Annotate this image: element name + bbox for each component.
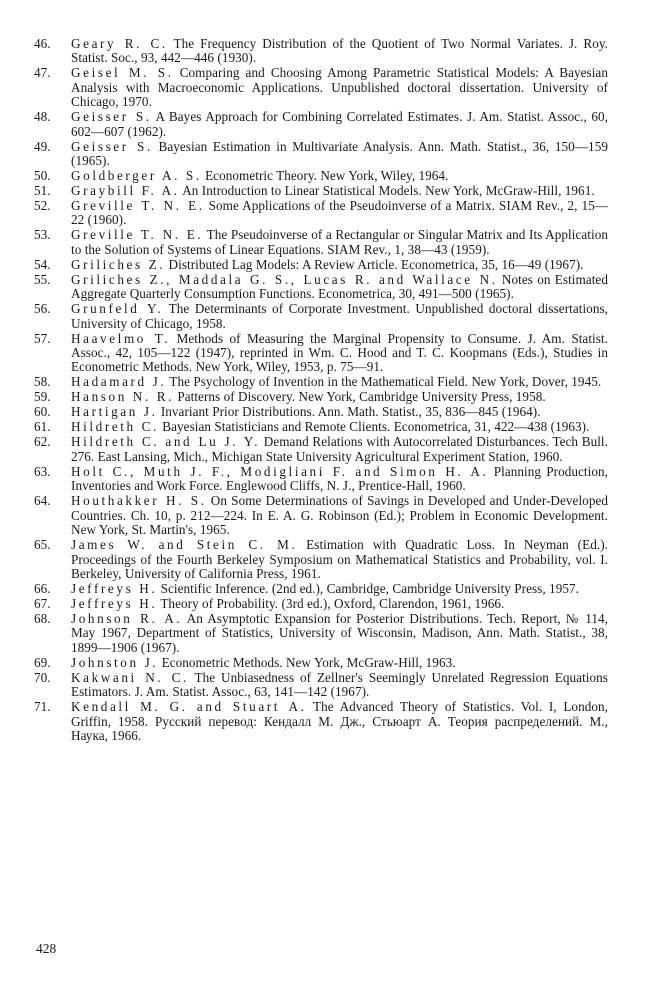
reference-text: The Unbiasedness of Zellner's Seemingly Unrelated Regression Equations Estimators. J. Am. Statist. Assoc., 63, 141—142 (1967).	[71, 669, 608, 700]
reference-number: 52.	[34, 198, 51, 214]
reference-number: 58.	[34, 374, 51, 390]
reference-text: Estimation with Quadratic Loss. In Neyman (Ed.). Proceedings of the Fourth Berkeley Symposium on Mathematical Statistics and Probability, vol. I. Berkeley, University of California Press, 1961.	[71, 537, 608, 581]
reference-number: 67.	[34, 595, 51, 611]
reference-number: 48.	[34, 109, 51, 125]
reference-author: Goldberger A. S.	[71, 168, 202, 184]
reference-text: An Introduction to Linear Statistical Models. New York, McGraw-Hill, 1961.	[179, 183, 595, 199]
reference-item	[34, 375, 608, 389]
reference-number: 65.	[34, 537, 51, 553]
reference-text: Theory of Probability. (3rd ed.), Oxford, Clarendon, 1961, 1966.	[157, 595, 505, 611]
reference-text: The Pseudoinverse of a Rectangular or Singular Matrix and Its Application to the Solution of Systems of Linear Equations. SIAM Rev., 1, 38—43 (1959).	[71, 227, 608, 257]
reference-item	[34, 435, 608, 464]
reference-number: 62.	[34, 434, 51, 450]
reference-text: Bayesian Estimation in Multivariate Analysis. Ann. Math. Statist., 36, 150—159 (1965).	[71, 138, 608, 169]
reference-author: Kendall M. G. and Stuart A.	[71, 699, 307, 715]
reference-item	[34, 110, 608, 139]
reference-author: Graybill F. A.	[71, 183, 180, 199]
reference-number: 61.	[34, 419, 51, 435]
reference-item	[34, 582, 608, 596]
reference-author: Jeffreys H.	[71, 580, 158, 596]
reference-text: The Advanced Theory of Statistics. Vol. I, London, Griffin, 1958. Русский перевод: Кендалл М. Дж., Стьюарт А. Теория распределений. М., Наука, 1966.	[71, 699, 608, 743]
reference-text: Distributed Lag Models: A Review Article. Econometrica, 35, 16—49 (1967).	[165, 256, 584, 272]
reference-number: 46.	[34, 36, 51, 51]
reference-number: 55.	[34, 271, 51, 287]
reference-text: Econometric Theory. New York, Wiley, 1964.	[201, 168, 449, 184]
reference-number: 49.	[34, 138, 51, 154]
reference-item	[34, 656, 608, 670]
reference-item	[34, 37, 608, 66]
reference-item	[34, 273, 608, 302]
reference-author: Hanson N. R.	[71, 389, 174, 405]
reference-number: 51.	[34, 183, 51, 199]
reference-number: 53.	[34, 227, 51, 243]
reference-number: 57.	[34, 330, 51, 346]
reference-item	[34, 700, 608, 743]
reference-author: Holt C., Muth J. F., Modigliani F. and Simon H. A.	[71, 463, 489, 479]
reference-author: Hildreth C.	[71, 419, 159, 435]
reference-item	[34, 390, 608, 404]
reference-item	[34, 405, 608, 419]
reference-number: 66.	[34, 580, 51, 596]
reference-number: 64.	[34, 493, 51, 509]
reference-text: Econometric Methods. New York, McGraw-Hill, 1963.	[158, 654, 456, 670]
reference-text: An Asymptotic Expansion for Posterior Distributions. Tech. Report, № 114, May 1967, Department of Statistics, University of Wisconsin, Madison, Ann. Math. Statist., 38, 1899—1906 (1967).	[71, 610, 608, 655]
reference-item	[34, 184, 608, 198]
reference-text: Notes on Estimated Aggregate Quarterly Consumption Functions. Econometrica, 30, 491—500 (1965).	[71, 271, 608, 302]
reference-text: Patterns of Discovery. New York, Cambridge University Press, 1958.	[174, 389, 546, 405]
reference-author: Geary R. C.	[71, 36, 168, 51]
reference-item	[34, 671, 608, 700]
reference-number: 50.	[34, 168, 51, 184]
reference-item	[34, 140, 608, 169]
reference-item	[34, 199, 608, 228]
reference-author: Hartigan J.	[71, 404, 158, 420]
reference-text: Comparing and Choosing Among Parametric Statistical Models: A Bayesian Analysis with Macroeconomic Applications. Unpublished doctoral dissertation. University of Chicago, 1970.	[71, 65, 608, 110]
reference-author: James W. and Stein C. M.	[71, 537, 298, 553]
reference-item	[34, 332, 608, 375]
reference-item	[34, 420, 608, 434]
reference-text: Demand Relations with Autocorrelated Disturbances. Tech Bull. 276. East Lansing, Mich., Michigan State University Agricultural Experiment Station, 1960.	[71, 434, 608, 464]
reference-number: 70.	[34, 669, 51, 685]
reference-item	[34, 465, 608, 494]
reference-author: Greville T. N. E.	[71, 227, 204, 243]
reference-item	[34, 66, 608, 109]
reference-text: Invariant Prior Distributions. Ann. Math. Statist., 35, 836—845 (1964).	[157, 404, 541, 420]
reference-item	[34, 228, 608, 257]
reference-author: Griliches Z.	[71, 256, 166, 272]
reference-text: Planning Production, Inventories and Work Force. Englewood Cliffs, N. J., Prentice-Hall, 1960.	[71, 463, 608, 494]
reference-number: 59.	[34, 389, 51, 405]
reference-number: 68.	[34, 610, 51, 626]
reference-author: Greville T. N. E.	[71, 198, 205, 214]
reference-number: 54.	[34, 256, 51, 272]
reference-author: Grunfeld Y.	[71, 301, 164, 317]
reference-number: 63.	[34, 463, 51, 479]
reference-number: 69.	[34, 654, 51, 670]
reference-text: A Bayes Approach for Combining Correlated Estimates. J. Am. Statist. Assoc., 60, 602—607 (1962).	[71, 109, 609, 139]
reference-author: Houthakker H. S.	[71, 493, 207, 509]
reference-item	[34, 538, 608, 581]
reference-author: Hadamard J.	[71, 374, 167, 390]
reference-text: Bayesian Statisticians and Remote Clients. Econometrica, 31, 422—438 (1963).	[158, 419, 590, 435]
reference-text: Some Applications of the Pseudoinverse of a Matrix. SIAM Rev., 2, 15—22 (1960).	[71, 198, 608, 228]
reference-text: The Psychology of Invention in the Mathematical Field. New York, Dover, 1945.	[166, 374, 602, 390]
reference-text: Scientific Inference. (2nd ed.), Cambridge, Cambridge University Press, 1957.	[157, 580, 579, 596]
reference-author: Griliches Z., Maddala G. S., Lucas R. and Wallace N.	[71, 271, 498, 287]
reference-text: The Determinants of Corporate Investment. Unpublished doctoral dissertations, University of Chicago, 1958.	[71, 301, 608, 331]
reference-text: Methods of Measuring the Marginal Propensity to Consume. J. Am. Statist. Assoc., 42, 105—122 (1947), reprinted in Wm. C. Hood and T. C. Koopmans (Eds.), Studies in Econometric Methods. New York, Wiley, 1953, p. 75—91.	[71, 330, 608, 375]
reference-number: 47.	[34, 65, 51, 81]
reference-item	[34, 494, 608, 537]
reference-text: On Some Determinations of Savings in Developed and Under-Developed Countries. Ch. 10, p. 212—224. In E. A. G. Robinson (Ed.); Problem in Economic Development. New York, St. Martin's, 1965.	[71, 493, 609, 538]
reference-number: 56.	[34, 301, 51, 317]
reference-author: Jeffreys H.	[71, 595, 158, 611]
reference-text: The Frequency Distribution of the Quotient of Two Normal Variates. J. Roy. Statist. Soc., 93, 442—446 (1930).	[71, 36, 608, 66]
reference-item	[34, 597, 608, 611]
reference-number: 71.	[34, 699, 51, 715]
reference-author: Geisser S.	[71, 109, 152, 125]
reference-author: Johnson R. A.	[71, 610, 183, 626]
reference-author: Johnston J.	[71, 654, 159, 670]
reference-author: Hildreth C. and Lu J. Y.	[71, 434, 261, 450]
reference-author: Geisel M. S.	[71, 65, 174, 81]
reference-item	[34, 169, 608, 183]
reference-author: Haavelmo T.	[71, 330, 171, 346]
reference-author: Geisser S.	[71, 138, 153, 154]
reference-item	[34, 258, 608, 272]
reference-author: Kakwani N. C.	[71, 669, 189, 685]
reference-number: 60.	[34, 404, 51, 420]
page-number: 428	[36, 941, 57, 956]
reference-item	[34, 612, 608, 655]
reference-list	[34, 37, 608, 744]
reference-item	[34, 302, 608, 331]
